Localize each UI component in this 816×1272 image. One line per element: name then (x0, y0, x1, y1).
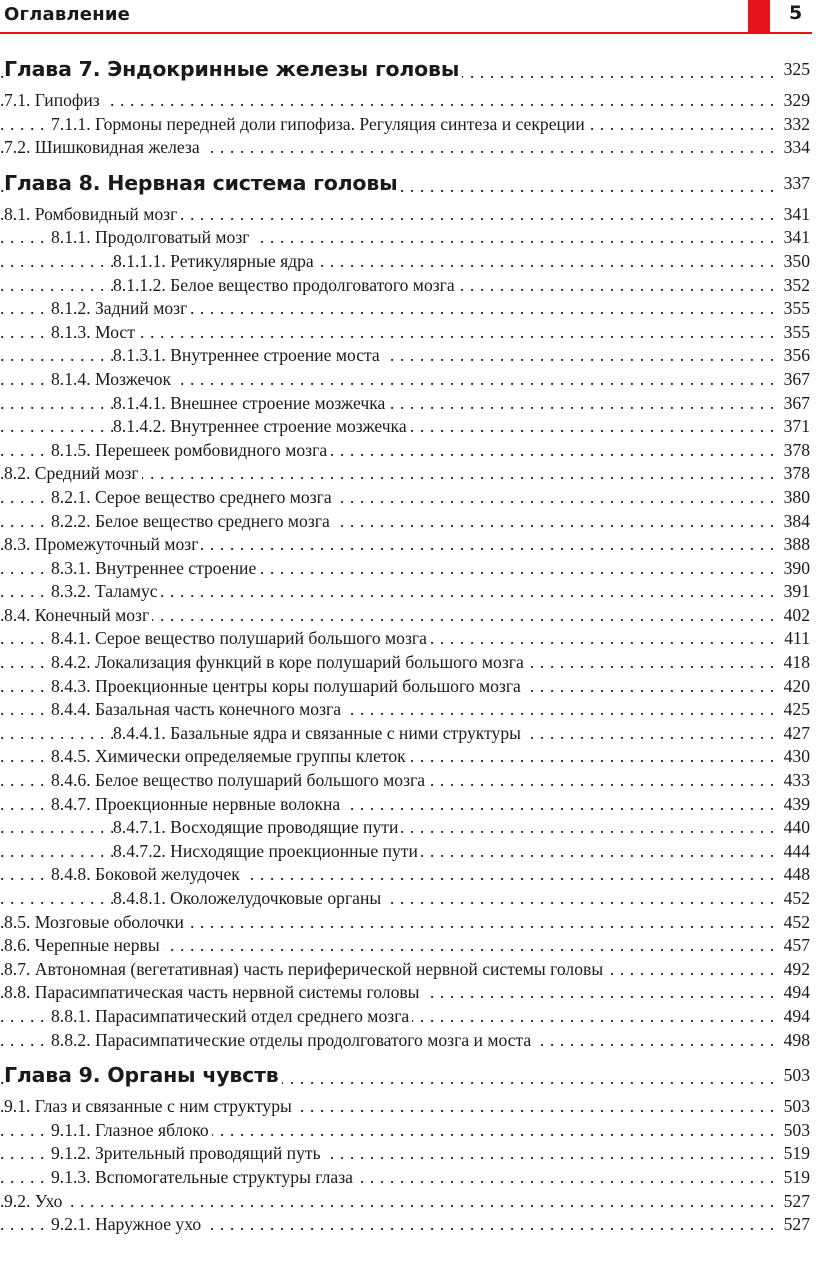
toc-entry-title: 8.4.3. Проекционные центры коры полушарий большого мозга (51, 676, 524, 696)
toc-entry (0, 627, 810, 651)
toc-entry (0, 1142, 810, 1166)
toc-entry-title: 8.1. Ромбовидный мозг (4, 204, 180, 224)
toc-entry (0, 863, 810, 887)
toc-entry-title: 7.1.1. Гормоны передней доли гипофиза. Регуляция синтеза и секреции (51, 114, 588, 134)
toc-entry-page: 411 (781, 627, 810, 651)
toc-entry-title: 8.1.1.2. Белое вещество продолговатого мозга (113, 275, 458, 295)
toc-entry-title: 8.2.1. Серое вещество среднего мозга (51, 487, 335, 507)
toc-entry-page: 519 (781, 1166, 810, 1190)
toc-entry-title: 8.2. Средний мозг (4, 463, 142, 483)
toc-entry (0, 698, 810, 722)
table-of-contents (0, 52, 810, 1237)
toc-entry-page: 378 (781, 462, 810, 486)
toc-entry-title: 8.4.4.1. Базальные ядра и связанные с ними структуры (113, 723, 524, 743)
toc-entry (0, 793, 810, 817)
toc-entry (0, 769, 810, 793)
toc-entry-title: 8.4.4. Базальная часть конечного мозга (51, 699, 344, 719)
toc-entry (0, 557, 810, 581)
header-rule (0, 32, 812, 34)
toc-entry-page: 427 (781, 722, 810, 746)
toc-entry-title: 7.1. Гипофиз (4, 90, 103, 110)
page-header (0, 0, 816, 36)
toc-entry-title: 8.1.3. Мост (51, 322, 138, 342)
toc-entry (0, 274, 810, 298)
toc-entry (0, 486, 810, 510)
toc-entry-page: 380 (781, 486, 810, 510)
toc-chapter-entry (0, 52, 810, 86)
toc-entry-page: 452 (781, 887, 810, 911)
toc-entry-title: 8.1.4.2. Внутреннее строение мозжечка (113, 416, 410, 436)
toc-entry (0, 533, 810, 557)
toc-entry (0, 321, 810, 345)
toc-entry-title: 9.1.2. Зрительный проводящий путь (51, 1143, 324, 1163)
toc-entry-title: 9.1.1. Глазное яблоко (51, 1120, 212, 1140)
toc-entry (0, 226, 810, 250)
page-number: 5 (789, 2, 803, 24)
toc-entry-title: 9.2.1. Наружное ухо (51, 1214, 204, 1234)
toc-entry-title: 7.2. Шишковидная железа (4, 137, 203, 157)
toc-entry-page: 440 (781, 816, 810, 840)
toc-entry-title: 8.3.1. Внутреннее строение (51, 558, 259, 578)
toc-entry-title: 8.4.6. Белое вещество полушарий большого мозга (51, 770, 428, 790)
toc-entry-page: 418 (781, 651, 810, 675)
toc-entry (0, 203, 810, 227)
toc-entry-title: 8.2.2. Белое вещество среднего мозга (51, 511, 333, 531)
toc-entry-page: 367 (781, 392, 810, 416)
toc-entry-title: 8.4.2. Локализация функций в коре полушарий большого мозга (51, 652, 527, 672)
toc-entry-title: 8.6. Черепные нервы (4, 935, 163, 955)
toc-entry-page: 519 (781, 1142, 810, 1166)
toc-entry-page: 367 (781, 368, 810, 392)
toc-entry (0, 981, 810, 1005)
toc-entry-page: 332 (781, 113, 810, 137)
toc-entry (0, 510, 810, 534)
toc-entry (0, 136, 810, 160)
toc-entry-title: 8.1.4.1. Внешнее строение мозжечка (113, 393, 388, 413)
toc-entry (0, 604, 810, 628)
toc-entry (0, 816, 810, 840)
toc-entry (0, 1029, 810, 1053)
toc-entry-title: 8.4.5. Химически определяемые группы клеток (51, 746, 409, 766)
toc-entry-title: Глава 9. Органы чувств (4, 1063, 282, 1087)
toc-entry-page: 444 (781, 840, 810, 864)
toc-entry-page: 341 (781, 226, 810, 250)
toc-entry-title: 8.4.8. Боковой желудочек (51, 864, 243, 884)
toc-entry-page: 420 (781, 675, 810, 699)
toc-entry-title: 8.4. Конечный мозг (4, 605, 152, 625)
toc-entry-page: 452 (781, 911, 810, 935)
accent-block (748, 0, 770, 34)
running-header-title: Оглавление (4, 4, 131, 25)
toc-entry-title: 9.1. Глаз и связанные с ним структуры (4, 1096, 295, 1116)
toc-entry-page: 350 (781, 250, 810, 274)
toc-entry-page: 329 (781, 89, 810, 113)
toc-entry-page: 341 (781, 203, 810, 227)
toc-entry (0, 1190, 810, 1214)
toc-entry (0, 651, 810, 675)
toc-entry (0, 89, 810, 113)
toc-entry-title: 8.7. Автономная (вегетативная) часть периферической нервной системы головы (4, 959, 606, 979)
toc-entry-title: 8.3. Промежуточный мозг (4, 534, 201, 554)
toc-entry-title: 8.8.1. Парасимпатический отдел среднего мозга (51, 1006, 412, 1026)
toc-entry (0, 1119, 810, 1143)
toc-entry-page: 527 (781, 1213, 810, 1237)
toc-entry-title: 8.1.3.1. Внутреннее строение моста (113, 345, 383, 365)
toc-entry-page: 425 (781, 698, 810, 722)
toc-chapter-entry (0, 1058, 810, 1092)
toc-entry-page: 371 (781, 415, 810, 439)
toc-entry-page: 355 (781, 321, 810, 345)
toc-entry-title: 8.1.2. Задний мозг (51, 298, 190, 318)
toc-entry-title: 8.8.2. Парасимпатические отделы продолговатого мозга и моста (51, 1030, 534, 1050)
toc-entry-page: 325 (781, 52, 810, 86)
toc-entry-title: 8.4.7.1. Восходящие проводящие пути (113, 817, 401, 837)
toc-entry (0, 958, 810, 982)
toc-entry (0, 250, 810, 274)
toc-entry-title: Глава 8. Нервная система головы (4, 171, 400, 195)
toc-entry-page: 433 (781, 769, 810, 793)
toc-entry-title: 8.5. Мозговые оболочки (4, 912, 187, 932)
toc-entry-title: 8.1.5. Перешеек ромбовидного мозга (51, 440, 330, 460)
toc-entry-title: 8.8. Парасимпатическая часть нервной системы головы (4, 982, 423, 1002)
toc-entry (0, 297, 810, 321)
toc-entry-page: 503 (781, 1058, 810, 1092)
toc-entry-page: 448 (781, 863, 810, 887)
toc-entry-page: 356 (781, 344, 810, 368)
toc-entry-title: 8.4.8.1. Околожелудочковые органы (113, 888, 384, 908)
toc-entry-title: 8.4.1. Серое вещество полушарий большого мозга (51, 628, 430, 648)
toc-entry-page: 527 (781, 1190, 810, 1214)
toc-entry-page: 378 (781, 439, 810, 463)
toc-entry (0, 675, 810, 699)
toc-entry-page: 457 (781, 934, 810, 958)
toc-entry-page: 494 (781, 981, 810, 1005)
toc-entry (0, 462, 810, 486)
toc-entry (0, 911, 810, 935)
toc-entry-page: 390 (781, 557, 810, 581)
toc-entry-page: 492 (781, 958, 810, 982)
toc-entry-title: 9.2. Ухо (4, 1191, 65, 1211)
toc-entry (0, 934, 810, 958)
toc-entry (0, 840, 810, 864)
toc-entry-title: 8.1.1.1. Ретикулярные ядра (113, 251, 317, 271)
toc-entry-page: 355 (781, 297, 810, 321)
toc-entry (0, 415, 810, 439)
toc-entry-page: 503 (781, 1119, 810, 1143)
toc-entry (0, 344, 810, 368)
toc-entry-page: 337 (781, 166, 810, 200)
toc-entry (0, 1005, 810, 1029)
toc-entry (0, 439, 810, 463)
toc-entry-page: 439 (781, 793, 810, 817)
toc-entry (0, 1213, 810, 1237)
toc-entry-page: 352 (781, 274, 810, 298)
toc-entry-title: 8.1.1. Продолговатый мозг (51, 227, 253, 247)
toc-entry-page: 430 (781, 745, 810, 769)
toc-entry (0, 1166, 810, 1190)
toc-entry-title: Глава 7. Эндокринные железы головы (4, 57, 462, 81)
toc-entry-page: 498 (781, 1029, 810, 1053)
toc-entry-page: 384 (781, 510, 810, 534)
toc-entry-page: 494 (781, 1005, 810, 1029)
toc-entry (0, 722, 810, 746)
toc-entry (0, 1095, 810, 1119)
toc-entry-page: 388 (781, 533, 810, 557)
toc-entry-page: 391 (781, 580, 810, 604)
toc-entry-title: 8.3.2. Таламус (51, 581, 161, 601)
toc-entry-title: 8.4.7. Проекционные нервные волокна (51, 794, 343, 814)
toc-entry (0, 368, 810, 392)
toc-entry (0, 887, 810, 911)
toc-chapter-entry (0, 166, 810, 200)
toc-entry (0, 392, 810, 416)
toc-entry-page: 503 (781, 1095, 810, 1119)
toc-entry (0, 113, 810, 137)
toc-entry-title: 8.1.4. Мозжечок (51, 369, 174, 389)
toc-entry (0, 580, 810, 604)
toc-entry (0, 745, 810, 769)
toc-entry-page: 334 (781, 136, 810, 160)
toc-entry-title: 8.4.7.2. Нисходящие проекционные пути (113, 841, 421, 861)
toc-entry-title: 9.1.3. Вспомогательные структуры глаза (51, 1167, 356, 1187)
toc-entry-page: 402 (781, 604, 810, 628)
